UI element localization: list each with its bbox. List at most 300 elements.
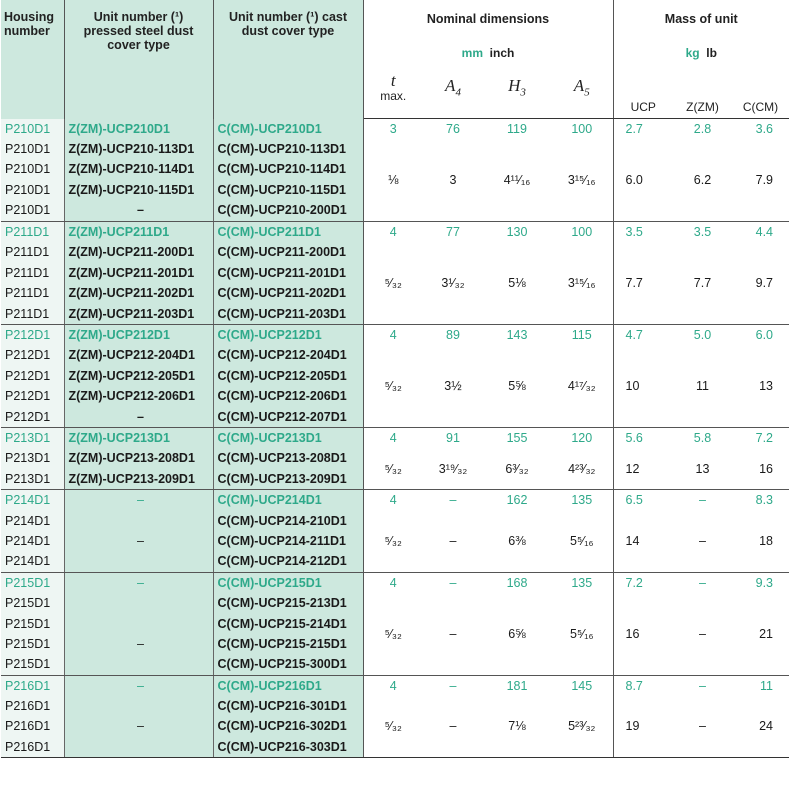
dim-h3-mm: 143 <box>506 327 528 342</box>
housing-number: P215D1 <box>5 575 51 590</box>
dim-h3-cell <box>483 221 551 324</box>
dim-a5-mm: 135 <box>571 493 593 508</box>
dim-h3-cell <box>483 324 551 427</box>
cm-unit-number: C(CM)-UCP214-210D1 <box>217 513 347 528</box>
spacer <box>69 593 213 613</box>
zm-unit-number: Z(ZM)-UCP211-203D1 <box>68 306 195 321</box>
mass-ucp-mm: 7.2 <box>625 575 643 590</box>
spacer <box>69 654 213 674</box>
dim-h3-imperial-wrap <box>483 696 551 757</box>
zm-unit-number: Z(ZM)-UCP213-209D1 <box>68 471 195 486</box>
housing-number: P210D1 <box>5 162 51 177</box>
mass-zm-cell <box>673 221 732 324</box>
dim-h3-cell <box>483 119 551 222</box>
mass-cm-mm: 8.3 <box>755 493 774 508</box>
mass-ucp-cell <box>613 221 673 324</box>
mass-ucp-imperial-wrap <box>614 242 674 324</box>
dim-a4-mm: – <box>449 493 457 508</box>
dim-h3-cell <box>483 675 551 758</box>
housing-number: P211D1 <box>5 224 50 239</box>
mass-zm-imperial-wrap <box>673 511 732 572</box>
cm-unit-number: C(CM)-UCP210-200D1 <box>217 203 347 218</box>
zm-unit-number: Z(ZM)-UCP210D1 <box>68 121 170 136</box>
dim-a5-imperial: 3¹⁵⁄₁₆ <box>567 172 596 187</box>
dim-t-imperial-wrap <box>364 139 424 221</box>
dim-a4-cell <box>423 427 483 489</box>
unit-mm-label: mm <box>461 46 483 60</box>
dim-t-imperial: ⅛ <box>388 172 399 187</box>
mass-ucp-mm: 5.6 <box>625 430 643 445</box>
mass-zm-mm: 5.0 <box>693 327 712 342</box>
housing-number: P210D1 <box>5 141 51 156</box>
header-a5: $A_5$ <box>551 68 613 119</box>
cm-unit-number: C(CM)-UCP211D1 <box>217 224 321 239</box>
mass-zm-cell <box>673 324 732 427</box>
housing-number-cell <box>1 221 64 324</box>
dim-a5-cell <box>551 119 613 222</box>
mass-zm-imperial: 11 <box>696 378 709 393</box>
dim-t-imperial: ⁵⁄₃₂ <box>384 719 402 734</box>
zm-unit-number-cell <box>64 119 213 222</box>
mass-ucp-imperial: 14 <box>625 533 640 548</box>
cm-unit-number: C(CM)-UCP215-213D1 <box>217 596 347 611</box>
housing-number: P210D1 <box>5 203 51 218</box>
mass-zm-imperial-wrap <box>673 242 732 324</box>
zm-unit-number: Z(ZM)-UCP210-114D1 <box>68 162 195 177</box>
dim-h3-cell <box>483 490 551 573</box>
mass-zm-mm: 3.5 <box>693 224 712 239</box>
zm-unit-number: – <box>137 636 144 651</box>
housing-number-cell <box>1 427 64 489</box>
dim-h3-mm: 181 <box>506 678 528 693</box>
spacer <box>69 551 213 571</box>
dim-a4-mm: 91 <box>446 430 460 445</box>
dim-a4-cell <box>423 221 483 324</box>
mass-zm-mm: 5.8 <box>693 430 712 445</box>
dim-a5-imperial: 5⁵⁄₁₆ <box>570 626 594 641</box>
cm-unit-number: C(CM)-UCP210-115D1 <box>217 182 347 197</box>
dim-t-imperial: ⁵⁄₃₂ <box>384 275 402 290</box>
bearing-unit-table <box>1 0 789 758</box>
dim-h3-imperial: 4¹¹⁄₁₆ <box>503 172 531 187</box>
mass-zm-imperial: 6.2 <box>693 172 712 187</box>
cm-unit-number: C(CM)-UCP212-205D1 <box>217 368 347 383</box>
housing-number: P212D1 <box>5 327 51 342</box>
cm-unit-number: C(CM)-UCP213-209D1 <box>217 471 347 486</box>
dim-a5-mm: 100 <box>571 122 593 136</box>
cm-unit-number: C(CM)-UCP210D1 <box>217 121 322 136</box>
mass-cm-cell <box>732 490 789 573</box>
dim-a4-cell <box>423 572 483 675</box>
zm-unit-number-cell <box>64 490 213 573</box>
mass-zm-imperial-wrap <box>673 593 732 675</box>
dim-a5-mm: 100 <box>571 224 593 239</box>
zm-unit-number: Z(ZM)-UCP212-206D1 <box>68 389 195 404</box>
table-header <box>1 0 789 119</box>
housing-number: P210D1 <box>5 121 51 136</box>
housing-group-row <box>1 675 789 758</box>
dim-t-cell <box>363 675 423 758</box>
mass-zm-imperial-wrap <box>673 696 732 757</box>
dim-a5-imperial-wrap <box>551 593 613 675</box>
dim-h3-mm: 119 <box>507 122 527 136</box>
zm-unit-number: Z(ZM)-UCP212-204D1 <box>68 348 195 363</box>
mass-cm-imperial: 18 <box>759 533 774 548</box>
cm-unit-number: C(CM)-UCP212-204D1 <box>217 348 347 363</box>
dim-t-imperial-wrap <box>364 511 424 572</box>
zm-unit-number: Z(ZM)-UCP213-208D1 <box>68 451 195 466</box>
housing-number: P216D1 <box>5 739 51 754</box>
dim-a4-imperial: – <box>449 626 457 641</box>
mass-ucp-imperial-wrap <box>614 345 674 427</box>
dim-t-mm: 4 <box>389 575 397 590</box>
mass-zm-imperial-wrap <box>673 448 732 489</box>
dim-a4-cell <box>423 675 483 758</box>
dim-a4-cell <box>423 324 483 427</box>
dim-h3-mm: 155 <box>506 430 528 445</box>
zm-unit-number: – <box>137 678 144 693</box>
mass-ucp-cell <box>613 119 673 222</box>
mass-ucp-cell <box>613 490 673 573</box>
zm-unit-number: – <box>137 719 144 734</box>
housing-number: P214D1 <box>5 554 51 569</box>
dim-h3-cell <box>483 427 551 489</box>
zm-unit-number: – <box>137 533 144 548</box>
mass-ucp-imperial: 10 <box>625 378 640 393</box>
cm-unit-number-cell <box>213 675 363 758</box>
dim-a4-imperial-wrap <box>423 511 483 572</box>
dim-t-cell <box>363 490 423 573</box>
dim-t-cell <box>363 324 423 427</box>
mass-cm-imperial: 7.9 <box>755 172 774 187</box>
mass-cm-cell <box>732 221 789 324</box>
housing-number: P212D1 <box>5 348 51 363</box>
header-zm-unit-number: Unit number (¹) pressed steel dust cover type <box>64 0 213 119</box>
cm-unit-number: C(CM)-UCP212-207D1 <box>217 409 347 424</box>
mass-ucp-imperial-wrap <box>614 511 674 572</box>
mass-zm-mm: – <box>699 493 706 508</box>
housing-number-cell <box>1 490 64 573</box>
dim-t-imperial-wrap <box>364 696 424 757</box>
dim-t-mm: 4 <box>389 493 397 508</box>
mass-ucp-cell <box>613 324 673 427</box>
housing-number: P213D1 <box>5 471 51 486</box>
dim-t-mm: 3 <box>389 122 397 136</box>
dim-a5-imperial-wrap <box>551 696 613 757</box>
mass-zm-cell <box>673 675 732 758</box>
zm-unit-number: – <box>137 575 144 590</box>
dim-h3-mm: 162 <box>506 493 528 508</box>
spacer <box>69 737 213 757</box>
mass-zm-cell <box>673 427 732 489</box>
dim-h3-mm: 130 <box>506 224 528 239</box>
dim-a5-imperial: 5²³⁄₃₂ <box>568 719 596 734</box>
zm-unit-number: Z(ZM)-UCP211-200D1 <box>68 245 195 260</box>
dim-a4-cell <box>423 490 483 573</box>
housing-number-cell <box>1 675 64 758</box>
zm-unit-number: Z(ZM)-UCP212-205D1 <box>68 368 195 383</box>
dim-t-cell <box>363 427 423 489</box>
housing-number-cell <box>1 324 64 427</box>
housing-number: P212D1 <box>5 409 51 424</box>
zm-unit-number: Z(ZM)-UCP211-202D1 <box>68 286 195 301</box>
mass-zm-imperial: 7.7 <box>693 275 712 290</box>
zm-unit-number-cell <box>64 324 213 427</box>
housing-number: P211D1 <box>5 265 50 280</box>
housing-number: P215D1 <box>5 636 51 651</box>
mass-cm-imperial: 13 <box>759 378 774 393</box>
housing-number: P216D1 <box>5 719 51 734</box>
mass-ucp-imperial: 12 <box>625 461 640 476</box>
mass-cm-cell <box>732 324 789 427</box>
dim-a4-imperial: 3¹⁹⁄₃₂ <box>438 461 468 476</box>
dim-a4-imperial-wrap <box>423 345 483 427</box>
housing-number: P213D1 <box>5 451 51 466</box>
mass-cm-imperial: 24 <box>759 719 774 734</box>
mass-ucp-mm: 4.7 <box>625 327 643 342</box>
cm-unit-number: C(CM)-UCP213-208D1 <box>217 451 347 466</box>
cm-unit-number: C(CM)-UCP214D1 <box>217 493 322 508</box>
zm-unit-number: Z(ZM)-UCP210-113D1 <box>68 141 195 156</box>
dim-a4-imperial: 3 <box>449 172 457 187</box>
dim-t-imperial: ⁵⁄₃₂ <box>384 378 402 393</box>
dim-a4-imperial-wrap <box>423 593 483 675</box>
mass-cm-imperial-wrap <box>732 448 789 489</box>
mass-cm-mm: 3.6 <box>755 122 774 136</box>
housing-group-row <box>1 221 789 324</box>
housing-number-cell <box>1 572 64 675</box>
mass-cm-imperial-wrap <box>732 511 789 572</box>
housing-number: P214D1 <box>5 493 51 508</box>
mass-zm-imperial-wrap <box>673 139 732 221</box>
housing-number: P214D1 <box>5 513 51 528</box>
cm-unit-number-cell <box>213 221 363 324</box>
mass-ucp-imperial: 6.0 <box>625 172 643 187</box>
dim-a5-mm: 115 <box>571 327 592 342</box>
dim-a4-mm: 77 <box>446 224 460 239</box>
dim-t-imperial: ⁵⁄₃₂ <box>384 626 402 641</box>
cm-unit-number: C(CM)-UCP211-203D1 <box>217 306 347 321</box>
header-cm-unit-number: Unit number (¹) cast dust cover type <box>213 0 363 119</box>
dim-a4-imperial-wrap <box>423 696 483 757</box>
mass-ucp-mm: 6.5 <box>625 493 643 508</box>
housing-number: P215D1 <box>5 596 51 611</box>
dim-a5-cell <box>551 221 613 324</box>
dim-a4-imperial-wrap <box>423 139 483 221</box>
dim-a5-cell <box>551 490 613 573</box>
mass-zm-cell <box>673 490 732 573</box>
dim-h3-imperial: 7⅛ <box>508 719 526 734</box>
dim-t-cell <box>363 119 423 222</box>
mass-zm-cell <box>673 119 732 222</box>
zm-unit-number-cell <box>64 427 213 489</box>
header-housing-number: Housing number <box>1 0 64 119</box>
mass-cm-cell <box>732 119 789 222</box>
mass-cm-mm: 4.4 <box>755 224 774 239</box>
dim-h3-mm: 168 <box>506 575 528 590</box>
mass-ucp-imperial-wrap <box>614 139 674 221</box>
unit-inch-label: inch <box>489 46 515 60</box>
dim-h3-imperial: 6³⁄₃₂ <box>505 461 529 476</box>
dim-h3-imperial-wrap <box>483 511 551 572</box>
housing-number: P215D1 <box>5 657 51 672</box>
mass-cm-mm: 7.2 <box>755 430 774 445</box>
dim-a5-mm: 145 <box>571 678 593 693</box>
table-body <box>1 119 789 758</box>
dim-a5-mm: 135 <box>571 575 593 590</box>
dim-a5-imperial-wrap <box>551 139 613 221</box>
cm-unit-number: C(CM)-UCP211-200D1 <box>217 245 347 260</box>
dim-a4-mm: 89 <box>446 327 460 342</box>
dim-a5-mm: 120 <box>571 430 593 445</box>
mass-zm-mm: – <box>699 678 706 693</box>
zm-unit-number-cell <box>64 572 213 675</box>
dim-a5-imperial: 4¹⁷⁄₃₂ <box>567 378 596 393</box>
housing-number: P212D1 <box>5 368 51 383</box>
header-h3: $H_3$ <box>483 68 551 119</box>
mass-ucp-imperial-wrap <box>614 593 674 675</box>
cm-unit-number-cell <box>213 324 363 427</box>
housing-number: P216D1 <box>5 678 51 693</box>
housing-group-row <box>1 427 789 489</box>
dim-a4-imperial-wrap <box>423 448 483 489</box>
mass-cm-imperial: 21 <box>759 626 774 641</box>
header-units-dimensions <box>363 40 613 68</box>
mass-zm-cell <box>673 572 732 675</box>
mass-zm-imperial: – <box>699 626 706 641</box>
zm-unit-number: – <box>137 493 144 508</box>
dim-h3-imperial-wrap <box>483 345 551 427</box>
dim-t-mm: 4 <box>389 327 397 342</box>
cm-unit-number: C(CM)-UCP216-302D1 <box>217 719 347 734</box>
mass-cm-imperial-wrap <box>732 593 789 675</box>
dim-t-imperial-wrap <box>364 448 424 489</box>
housing-number-cell <box>1 119 64 222</box>
dim-a5-cell <box>551 427 613 489</box>
mass-cm-imperial: 16 <box>759 461 774 476</box>
mass-ucp-mm: 2.7 <box>625 122 643 136</box>
mass-cm-imperial-wrap <box>732 345 789 427</box>
dim-h3-imperial-wrap <box>483 448 551 489</box>
mass-ucp-cell <box>613 675 673 758</box>
cm-unit-number: C(CM)-UCP214-212D1 <box>217 554 347 569</box>
housing-number: P211D1 <box>5 286 50 301</box>
dim-h3-cell <box>483 572 551 675</box>
dim-h3-imperial: 5⅝ <box>508 378 526 393</box>
mass-zm-imperial: – <box>699 719 706 734</box>
dim-a4-imperial: 3½ <box>444 378 462 393</box>
dim-t-mm: 4 <box>389 430 397 445</box>
header-nominal-dimensions: Nominal dimensions <box>363 0 613 40</box>
cm-unit-number: C(CM)-UCP215-215D1 <box>217 636 347 651</box>
unit-kg-label: kg <box>685 46 700 60</box>
housing-number: P210D1 <box>5 182 51 197</box>
mass-ucp-imperial: 19 <box>625 719 640 734</box>
dim-a5-cell <box>551 324 613 427</box>
header-mass-of-unit: Mass of unit <box>664 12 738 26</box>
mass-zm-mm: – <box>699 575 706 590</box>
dim-a5-imperial: 5⁵⁄₁₆ <box>570 533 594 548</box>
header-units-mass <box>613 40 789 68</box>
dim-a5-imperial: 4²³⁄₃₂ <box>568 461 596 476</box>
cm-unit-number: C(CM)-UCP214-211D1 <box>217 533 347 548</box>
mass-ucp-cell <box>613 572 673 675</box>
cm-unit-number: C(CM)-UCP211-201D1 <box>217 265 347 280</box>
mass-ucp-imperial: 7.7 <box>625 275 643 290</box>
mass-ucp-imperial-wrap <box>614 448 674 489</box>
housing-number: P211D1 <box>5 306 50 321</box>
cm-unit-number-cell <box>213 427 363 489</box>
dim-a4-imperial: 3¹⁄₃₂ <box>441 275 465 290</box>
housing-number: P214D1 <box>5 533 51 548</box>
zm-unit-number: Z(ZM)-UCP211-201D1 <box>68 265 195 280</box>
dim-a4-cell <box>423 119 483 222</box>
dim-a5-imperial-wrap <box>551 242 613 324</box>
cm-unit-number: C(CM)-UCP213D1 <box>217 430 322 445</box>
cm-unit-number: C(CM)-UCP216-303D1 <box>217 739 347 754</box>
dim-a5-cell <box>551 675 613 758</box>
cm-unit-number: C(CM)-UCP211-202D1 <box>217 286 347 301</box>
cm-unit-number: C(CM)-UCP215-300D1 <box>217 657 347 672</box>
mass-cm-imperial-wrap <box>732 242 789 324</box>
zm-unit-number: Z(ZM)-UCP211D1 <box>68 224 170 239</box>
mass-zm-imperial: 13 <box>695 461 710 476</box>
header-mass-ucp: UCP <box>613 68 673 119</box>
dim-t-mm: 4 <box>389 678 397 693</box>
dim-h3-imperial-wrap <box>483 242 551 324</box>
mass-cm-mm: 11 <box>760 678 774 693</box>
dim-h3-imperial-wrap <box>483 139 551 221</box>
housing-group-row <box>1 119 789 222</box>
dim-t-imperial-wrap <box>364 593 424 675</box>
cm-unit-number: C(CM)-UCP212D1 <box>217 327 322 342</box>
mass-ucp-mm: 3.5 <box>625 224 643 239</box>
housing-number: P216D1 <box>5 699 51 714</box>
cm-unit-number-cell <box>213 119 363 222</box>
mass-cm-cell <box>732 675 789 758</box>
cm-unit-number: C(CM)-UCP212-206D1 <box>217 389 347 404</box>
unit-lb-label: lb <box>706 46 717 60</box>
dim-h3-imperial: 5⅛ <box>508 275 526 290</box>
housing-group-row <box>1 324 789 427</box>
cm-unit-number: C(CM)-UCP216D1 <box>217 678 322 693</box>
zm-unit-number: – <box>137 203 144 218</box>
mass-zm-mm: 2.8 <box>693 122 712 136</box>
dim-t-imperial-wrap <box>364 345 424 427</box>
mass-cm-cell <box>732 572 789 675</box>
dim-a5-imperial-wrap <box>551 345 613 427</box>
zm-unit-number: Z(ZM)-UCP212D1 <box>68 327 170 342</box>
dim-a4-mm: – <box>449 575 457 590</box>
housing-number: P213D1 <box>5 430 51 445</box>
dim-h3-imperial: 6⅜ <box>508 533 526 548</box>
dim-h3-imperial-wrap <box>483 593 551 675</box>
mass-cm-cell <box>732 427 789 489</box>
zm-unit-number: – <box>137 409 144 424</box>
spacer <box>69 614 213 634</box>
mass-cm-imperial-wrap <box>732 696 789 757</box>
mass-ucp-mm: 8.7 <box>625 678 643 693</box>
cm-unit-number: C(CM)-UCP215D1 <box>217 575 322 590</box>
mass-zm-imperial: – <box>699 533 706 548</box>
zm-unit-number-cell <box>64 221 213 324</box>
mass-cm-imperial: 9.7 <box>755 275 774 290</box>
dim-a5-imperial-wrap <box>551 448 613 489</box>
header-a4: $A_4$ <box>423 68 483 119</box>
dim-a5-imperial: 3¹⁵⁄₁₆ <box>567 275 596 290</box>
spacer <box>69 511 213 531</box>
mass-zm-imperial-wrap <box>673 345 732 427</box>
